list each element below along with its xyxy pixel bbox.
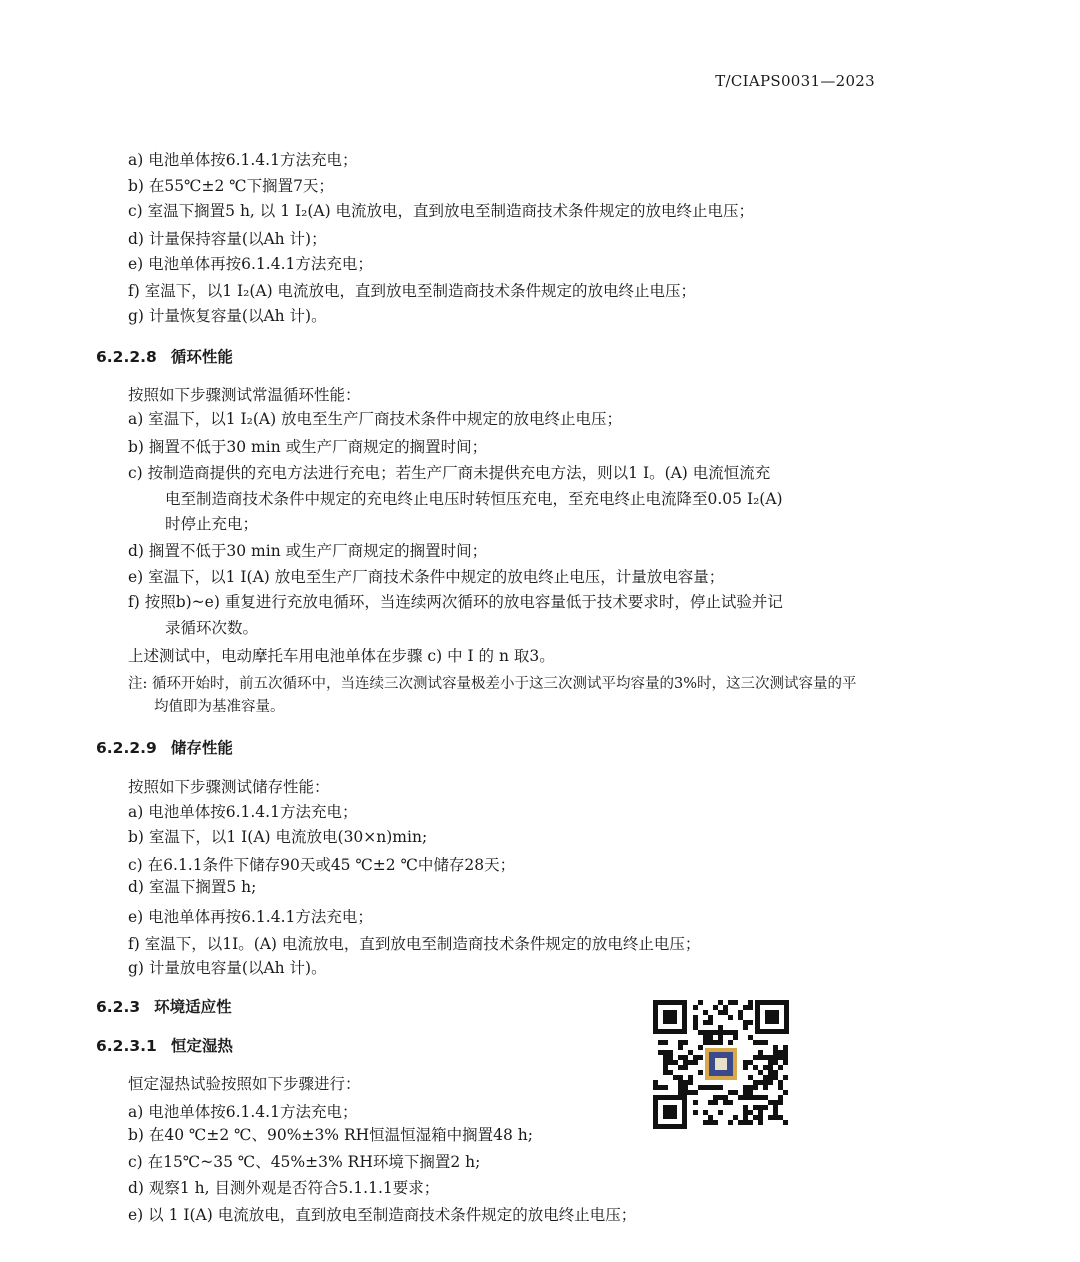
list-item: a) 电池单体按6.1.4.1方法充电； [128, 1103, 358, 1121]
list-item: b) 在55℃±2 ℃下搁置7天； [128, 177, 334, 195]
section-heading-6231 [96, 1036, 233, 1056]
list-item: f) 室温下，以1 I₂(A) 电流放电，直到放电至制造商技术条件规定的放电终止电压； [128, 282, 697, 300]
section-intro: 恒定湿热试验按照如下步骤进行： [128, 1075, 361, 1093]
list-item: c) 按制造商提供的充电方法进行充电；若生产厂商未提供充电方法，则以1 I。(A) 电流恒流充 [128, 464, 771, 482]
list-item-continuation: 时停止充电； [165, 515, 259, 533]
section-heading-6229 [96, 738, 233, 758]
list-item: b) 在40 ℃±2 ℃、90%±3% RH恒温恒湿箱中搁置48 h; [128, 1126, 533, 1144]
list-item: c) 在6.1.1条件下储存90天或45 ℃±2 ℃中储存28天； [128, 856, 516, 874]
list-item: e) 电池单体再按6.1.4.1方法充电； [128, 908, 373, 926]
section-intro: 按照如下步骤测试储存性能： [128, 778, 330, 796]
list-item: d) 室温下搁置5 h; [128, 878, 257, 896]
list-item: d) 计量保持容量(以Ah 计)； [128, 230, 327, 248]
list-item: d) 观察1 h, 目测外观是否符合5.1.1.1要求； [128, 1179, 440, 1197]
list-item: a) 电池单体按6.1.4.1方法充电； [128, 803, 358, 821]
paragraph: 上述测试中，电动摩托车用电池单体在步骤 c) 中 I 的 n 取3。 [128, 647, 555, 665]
list-item: g) 计量放电容量(以Ah 计)。 [128, 959, 327, 977]
list-item-continuation: 电至制造商技术条件中规定的充电终止电压时转恒压充电，至充电终止电流降至0.05 I₂(A) [165, 490, 783, 508]
section-title: 循环性能 [170, 348, 233, 366]
list-item: e) 电池单体再按6.1.4.1方法充电； [128, 255, 373, 273]
doc-code: T/CIAPS0031—2023 [715, 72, 875, 90]
list-item: c) 室温下搁置5 h, 以 1 I₂(A) 电流放电，直到放电至制造商技术条件规定的放电终止电压； [128, 202, 755, 220]
list-item: b) 室温下，以1 I(A) 电流放电(30×n)min; [128, 828, 428, 846]
section-number: 6.2.2.8 [96, 348, 157, 366]
section-heading-6228 [96, 347, 233, 367]
section-title: 储存性能 [170, 739, 233, 757]
list-item: f) 按照b)~e) 重复进行充放电循环，当连续两次循环的放电容量低于技术要求时，停止试验并记 [128, 593, 783, 611]
section-number: 6.2.2.9 [96, 739, 157, 757]
section-intro: 按照如下步骤测试常温循环性能： [128, 386, 361, 404]
list-item: f) 室温下，以1I。(A) 电流放电，直到放电至制造商技术条件规定的放电终止电压； [128, 935, 701, 953]
qr-code-icon [651, 998, 791, 1131]
list-item: c) 在15℃~35 ℃、45%±3% RH环境下搁置2 h; [128, 1153, 481, 1171]
list-item: d) 搁置不低于30 min 或生产厂商规定的搁置时间； [128, 542, 488, 560]
list-item: b) 搁置不低于30 min 或生产厂商规定的搁置时间； [128, 438, 488, 456]
section-heading-623 [96, 997, 232, 1017]
note: 注: 循环开始时，前五次循环中，当连续三次测试容量极差小于这三次测试平均容量的3%时，这三次测试容量的平 [128, 676, 857, 692]
section-number: 6.2.3.1 [96, 1037, 157, 1055]
section-number: 6.2.3 [96, 998, 141, 1016]
list-item: e) 以 1 I(A) 电流放电，直到放电至制造商技术条件规定的放电终止电压； [128, 1206, 637, 1224]
section-title: 环境适应性 [154, 998, 232, 1016]
list-item: g) 计量恢复容量(以Ah 计)。 [128, 307, 327, 325]
section-title: 恒定湿热 [170, 1037, 233, 1055]
list-item: a) 电池单体按6.1.4.1方法充电； [128, 151, 358, 169]
list-item: e) 室温下，以1 I(A) 放电至生产厂商技术条件中规定的放电终止电压，计量放电容量； [128, 568, 725, 586]
note-continuation: 均值即为基准容量。 [154, 699, 285, 715]
list-item: a) 室温下，以1 I₂(A) 放电至生产厂商技术条件中规定的放电终止电压； [128, 410, 623, 428]
list-item-continuation: 录循环次数。 [165, 619, 259, 637]
